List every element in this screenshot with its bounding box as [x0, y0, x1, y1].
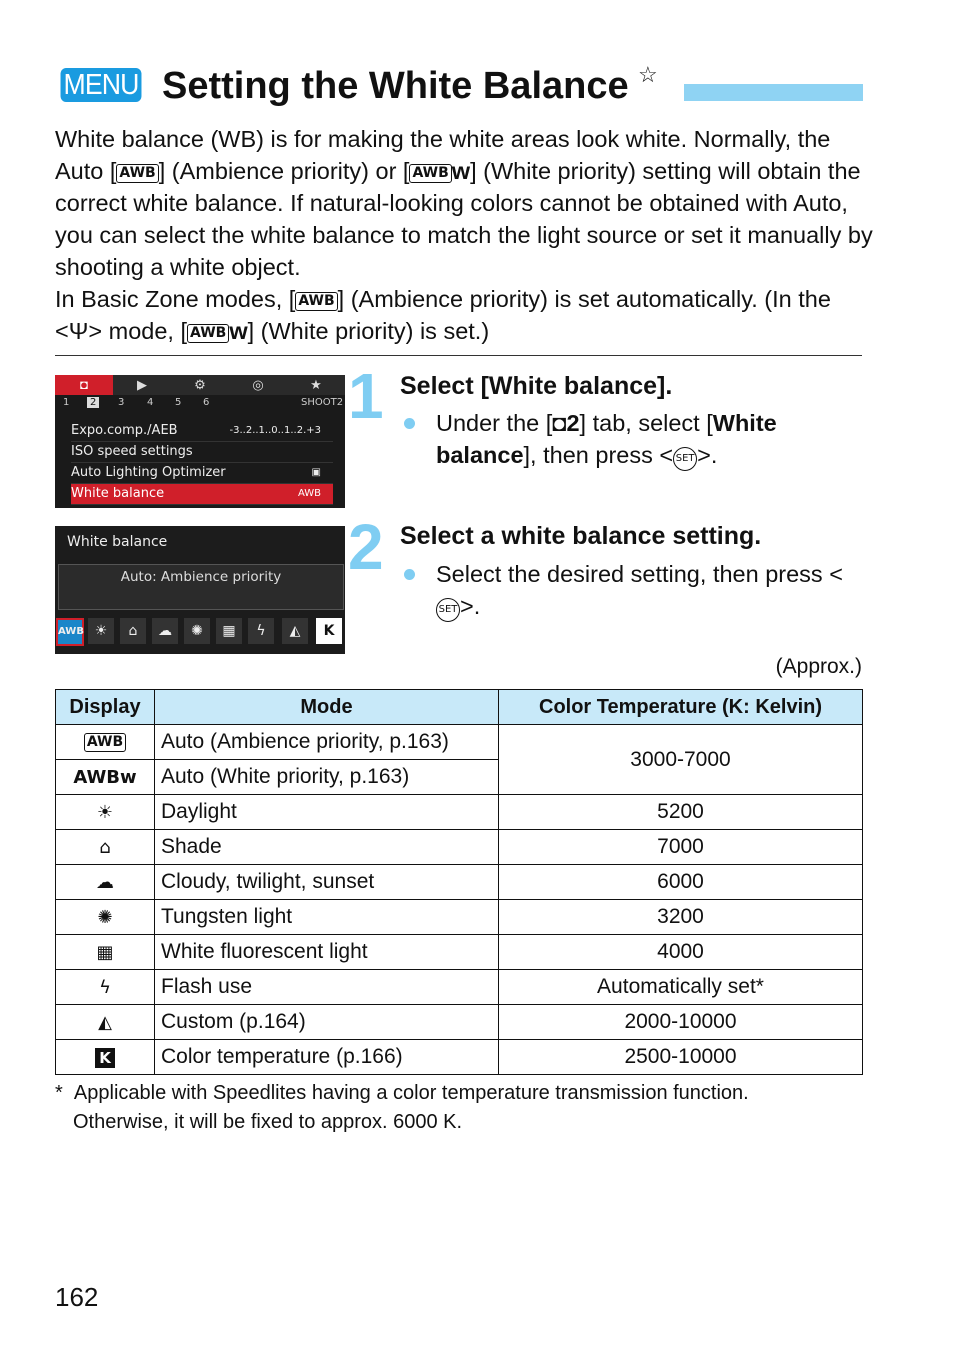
subtab-6: 6: [203, 397, 210, 408]
tab-play-icon: ▶: [137, 377, 147, 392]
menu-tabs: [55, 375, 345, 395]
star-icon: ☆: [638, 62, 658, 87]
current-setting: Auto: Ambience priority: [58, 564, 344, 610]
table-header-row: [56, 690, 863, 725]
footnote: [55, 1079, 855, 1137]
table-row: K Color temperature (p.166) 2500-10000: [56, 1040, 863, 1075]
shade-icon: ⌂: [56, 830, 155, 865]
awb-icon: AWB: [56, 618, 84, 646]
menu-row-expo: Expo.comp./AEB -3..2..1..0..1..2.+3: [71, 421, 333, 442]
step-2-text: Select the desired setting, then press <SET >.: [436, 558, 861, 622]
kelvin-icon: K: [56, 1040, 155, 1075]
table-row: ⌂ Shade 7000: [56, 830, 863, 865]
shade-icon: ⌂: [120, 618, 146, 644]
intro-paragraph-2: In Basic Zone modes, [ AWB ] (Ambience priority) is set automatically. (In the <Ψ> mode, [ AWB w] (White priority) is set.): [55, 286, 831, 344]
menu-row-iso: ISO speed settings: [71, 442, 333, 463]
table-row: ▦ White fluorescent light 4000: [56, 935, 863, 970]
table-row: AWBw Auto (White priority, p.163): [56, 760, 863, 795]
subtab-2: 2: [87, 397, 99, 408]
awb-white-icon: AWB: [409, 164, 451, 183]
cloudy-icon: ☁: [152, 618, 178, 644]
awb-white-icon: AWB: [187, 324, 229, 343]
intro-text: [55, 123, 875, 347]
bullet-icon: [404, 569, 415, 580]
set-button-icon: SET: [436, 598, 460, 622]
awb-white-icon: AWBw: [56, 760, 155, 795]
cloudy-icon: ☁: [56, 865, 155, 900]
table-row: ☁ Cloudy, twilight, sunset 6000: [56, 865, 863, 900]
intro-paragraph-1: White balance (WB) is for making the white areas look white. Normally, the Auto [ AWB ] (Ambience priority) or [ AWB w] (White priority) setting will obtain the correct white balance. If natural-looking colors cannot be obtained with Auto, you can select the white balance to match the light source or set it manually by shooting a white object.: [55, 126, 873, 280]
screen-title: White balance: [67, 534, 168, 550]
shoot-tab-icon: ◘2: [552, 410, 580, 436]
footnote-line-2: Otherwise, it will be fixed to approx. 6000 K.: [73, 1111, 463, 1133]
menu-row-white-balance: White balance AWB: [71, 484, 333, 505]
custom-wb-icon: ◭: [282, 618, 308, 644]
page-title: Setting the White Balance: [162, 65, 629, 107]
awb-icon: AWB: [84, 733, 126, 752]
subtab-5: 5: [175, 397, 182, 408]
wb-select-screenshot: [55, 526, 345, 654]
menu-row-alo: Auto Lighting Optimizer ▣: [71, 463, 333, 484]
daylight-icon: ☀: [56, 795, 155, 830]
fluorescent-icon: ▦: [216, 618, 242, 644]
tab-custom-icon: ◎: [252, 377, 264, 392]
set-button-icon: SET: [673, 447, 697, 471]
menu-badge: MENU: [61, 68, 142, 102]
step-number-2: 2: [348, 511, 384, 583]
subtab-4: 4: [147, 397, 154, 408]
step-1-heading: Select [White balance].: [400, 372, 673, 400]
flash-icon: ϟ: [56, 970, 155, 1005]
tab-setup-icon: ⚙: [194, 377, 206, 392]
fluorescent-icon: ▦: [56, 935, 155, 970]
custom-wb-icon: ◭: [56, 1005, 155, 1040]
step-2-heading: Select a white balance setting.: [400, 522, 762, 550]
flash-icon: ϟ: [248, 618, 274, 644]
header-mode: Mode: [155, 690, 499, 725]
table-row: ☀ Daylight 5200: [56, 795, 863, 830]
step-1-text: Under the [◘2] tab, select [White balance], then press < SET >.: [436, 407, 856, 471]
tungsten-icon: ✺: [56, 900, 155, 935]
white-balance-table: [55, 689, 863, 1075]
shoot-label: SHOOT2: [301, 397, 344, 408]
awb-icon: AWB: [116, 164, 158, 183]
kelvin-icon: K: [316, 618, 342, 644]
tab-mymenu-icon: ★: [310, 377, 322, 392]
divider: [55, 355, 862, 356]
table-row: ✺ Tungsten light 3200: [56, 900, 863, 935]
table-row: ◭ Custom (p.164) 2000-10000: [56, 1005, 863, 1040]
awb-icon: AWB: [295, 292, 337, 311]
footnote-line-1: * Applicable with Speedlites having a color temperature transmission function.: [55, 1082, 749, 1104]
table-row: AWB Auto (Ambience priority, p.163) 3000-7000: [56, 725, 863, 760]
subtab-1: 1: [63, 397, 70, 408]
daylight-icon: ☀: [88, 618, 114, 644]
step-number-1: 1: [348, 360, 384, 432]
subtab-3: 3: [118, 397, 125, 408]
title-accent-bar: [684, 84, 863, 101]
camera-menu-screenshot: [55, 375, 345, 508]
page-number: 162: [55, 1282, 99, 1312]
table-row: ϟ Flash use Automatically set*: [56, 970, 863, 1005]
tab-shoot-icon: ◘: [55, 375, 113, 395]
food-icon: Ψ: [68, 318, 89, 344]
header-temp: Color Temperature (K: Kelvin): [499, 690, 863, 725]
bullet-icon: [404, 418, 415, 429]
tungsten-icon: ✺: [184, 618, 210, 644]
header-display: Display: [56, 690, 155, 725]
wb-icon-row: [55, 618, 345, 648]
approx-note: (Approx.): [775, 655, 862, 678]
